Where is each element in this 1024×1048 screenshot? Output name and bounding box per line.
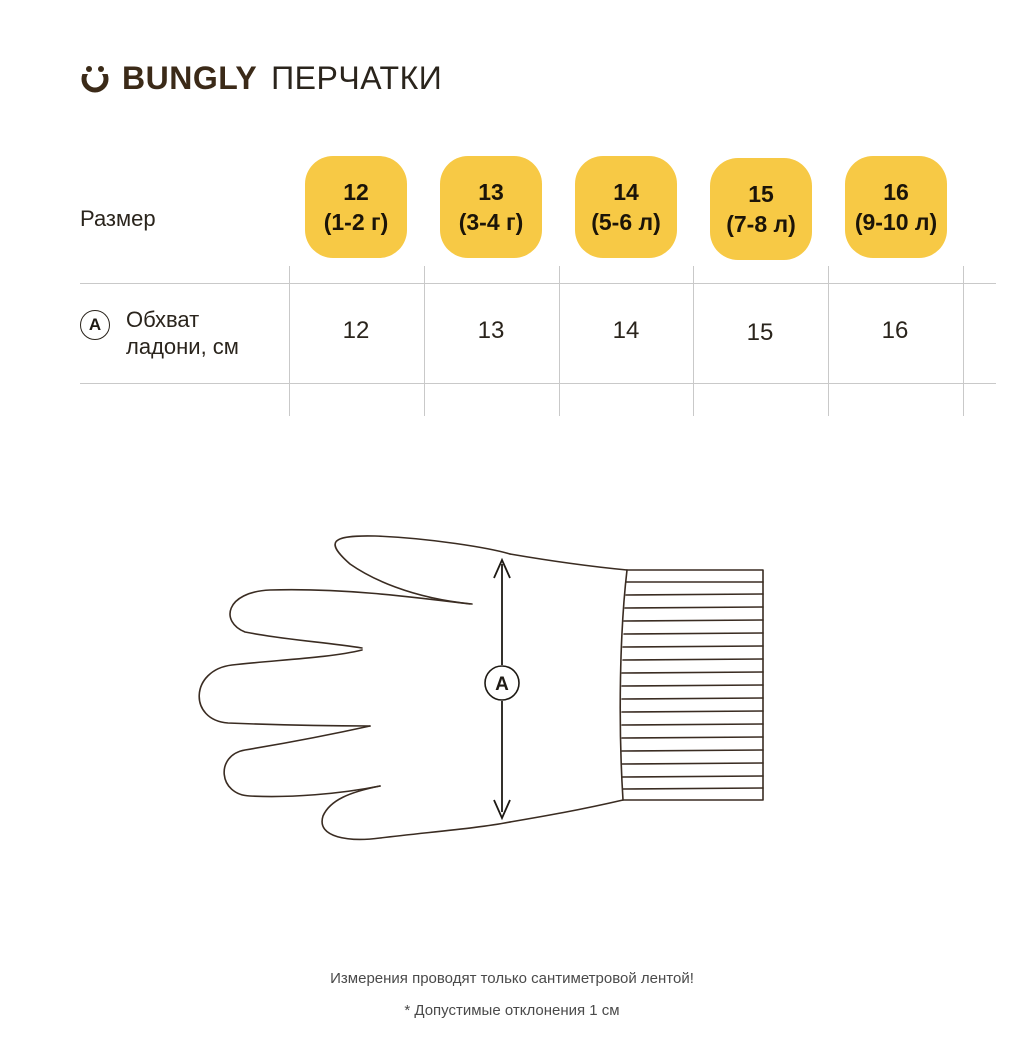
product-title: ПЕРЧАТКИ [271, 59, 443, 96]
size-number: 16 [883, 179, 909, 205]
table-divider [80, 383, 996, 384]
size-age: (7-8 л) [726, 211, 796, 237]
size-label: Размер [80, 206, 156, 231]
table-cell: 12 [342, 317, 370, 344]
smile-logo-icon [80, 63, 110, 93]
size-badge [305, 156, 407, 258]
brand-name: BUNGLY [122, 59, 258, 96]
diagram-marker-a: A [495, 674, 509, 695]
size-badge [845, 156, 947, 258]
size-number: 12 [343, 179, 369, 205]
size-age: (3-4 г) [458, 209, 524, 235]
size-badge [575, 156, 677, 258]
size-number: 13 [478, 179, 504, 205]
size-age: (5-6 л) [591, 209, 661, 235]
size-age: (9-10 л) [854, 209, 938, 235]
size-badge [710, 158, 812, 260]
table-cell: 13 [477, 317, 505, 344]
table-divider [80, 283, 996, 284]
measure-marker-a: A [80, 310, 110, 340]
tolerance-note: * Допустимые отклонения 1 см [404, 1002, 620, 1019]
table-cell: 14 [612, 317, 640, 344]
row-label [126, 306, 239, 360]
column-divider [963, 266, 964, 416]
size-number: 15 [748, 181, 774, 207]
size-number: 14 [613, 179, 639, 205]
size-age: (1-2 г) [323, 209, 389, 235]
row-label-line2: ладони, см [126, 334, 239, 359]
row-label-line1: Обхват [126, 307, 200, 332]
table-cell: 15 [746, 319, 774, 346]
size-badge [440, 156, 542, 258]
header [80, 56, 442, 100]
glove-outline-icon [190, 520, 780, 860]
measurement-note: Измерения проводят только сантиметровой лентой! [330, 970, 694, 987]
table-cell: 16 [881, 317, 909, 344]
